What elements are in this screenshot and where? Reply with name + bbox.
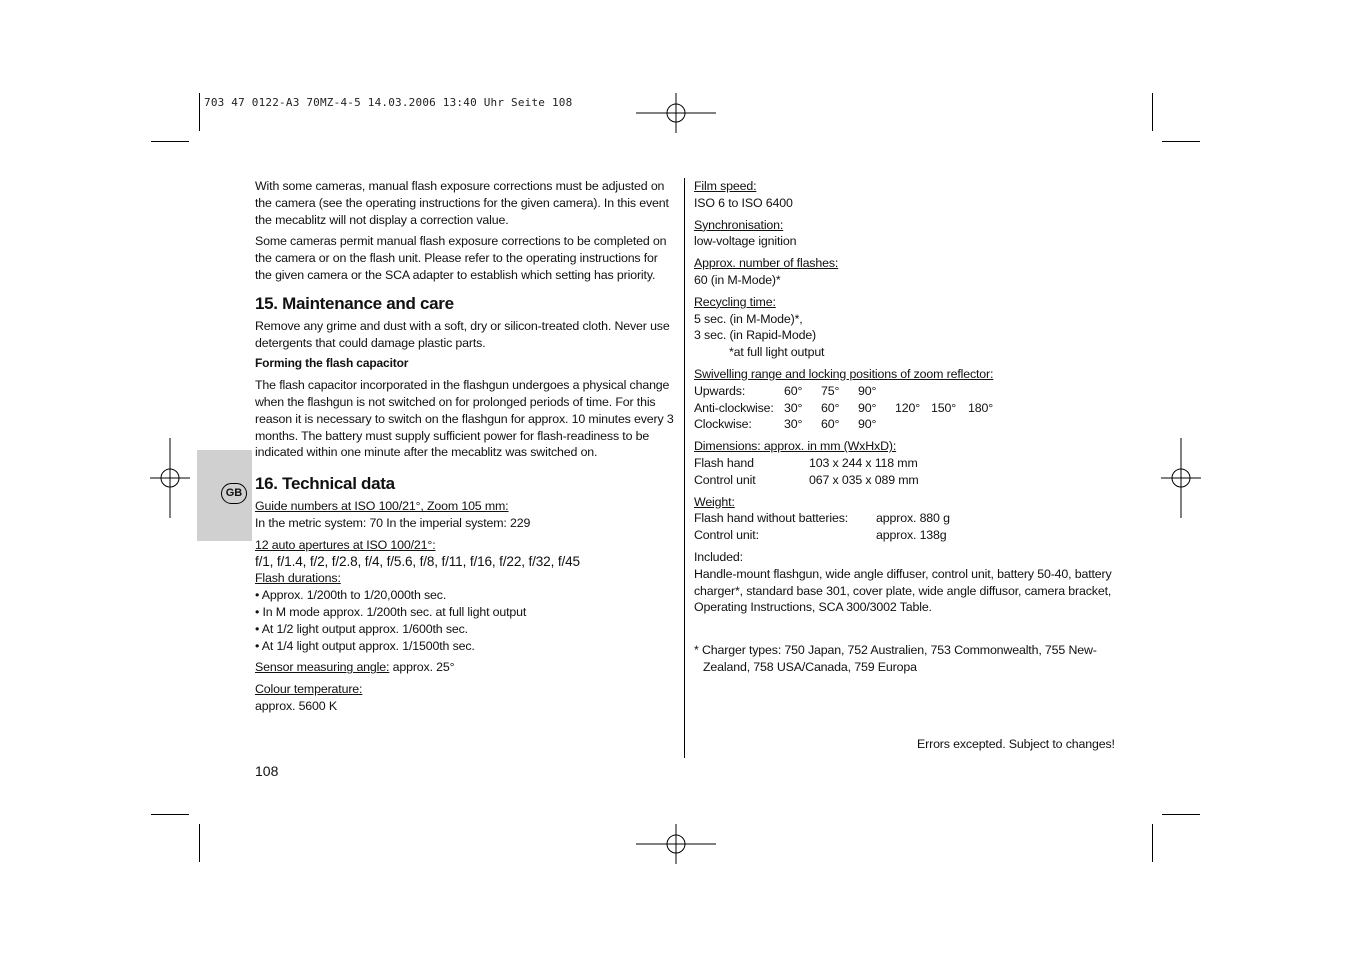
swivel-angle: 90° [858,383,877,398]
intro-paragraph: Some cameras permit manual flash exposure corrections to be completed on the camera or on the flash unit. Please refer to the operating instructions for the given camera or the SCA adapter to establish which setting has priority. [255,234,667,282]
capacitor-text: The flash capacitor incorporated in the flashgun undergoes a physical change when the flashgun is not switched on for prolonged periods of time. For this reason it is necessary to switch on the flashgun for approx. 10 minutes every 3 months. The battery must supply sufficient power for flash-readiness to be indicated within one minute after the mecablitz was switched on. [255,378,674,460]
dimensions-row-name: Control unit [694,472,756,487]
dimensions-row-value: 067 x 035 x 089 mm [809,472,919,487]
weight-row [694,510,1124,527]
swivel-angle: 90° [858,417,877,432]
maintenance-text: Remove any grime and dust with a soft, dry or silicon-treated cloth. Never use detergents that could damage plastic parts. [255,318,670,350]
guide-numbers-label: Guide numbers at ISO 100/21°, Zoom 105 mm: [255,499,509,514]
maintenance-heading: 15. Maintenance and care [255,293,454,313]
apertures-label: 12 auto apertures at ISO 100/21°: [255,537,436,552]
swivel-angle: 60° [784,383,803,398]
recycling-value: 3 sec. (in Rapid-Mode) [694,328,817,343]
flash-duration-item: • In M mode approx. 1/200th sec. at full light output [255,604,527,619]
page-number: 108 [255,763,279,779]
crop-mark [151,814,189,815]
crop-mark [1152,824,1153,862]
crop-mark [1152,93,1153,131]
crop-mark [1162,814,1200,815]
flash-durations-label: Flash durations: [255,571,341,586]
swivel-angle: 180° [968,400,994,415]
language-badge: GB [221,483,247,504]
errors-note: Errors excepted. Subject to changes! [917,737,1115,751]
flash-duration-item: • Approx. 1/200th to 1/20,000th sec. [255,588,447,603]
right-column [694,178,1124,676]
flashes-value: 60 (in M-Mode)* [694,272,781,287]
swivel-angle: 60° [821,400,840,415]
dimensions-row [694,472,1124,489]
weight-row-name: Control unit: [694,528,759,543]
left-column [255,178,677,715]
flashes-label: Approx. number of flashes: [694,256,839,271]
swivel-row-name: Upwards: [694,383,746,398]
swivel-angle: 30° [784,400,803,415]
swivel-angle: 150° [931,400,957,415]
intro-paragraph: With some cameras, manual flash exposure corrections must be adjusted on the camera (see the operating instructions for the given camera). In this event the mecablitz will not display a correction value. [255,179,669,227]
swivel-angle: 120° [895,400,921,415]
registration-mark-left [150,438,190,518]
sensor-angle-value: approx. 25° [392,660,455,675]
print-header: 703 47 0122-A3 70MZ-4-5 14.03.2006 13:40 Uhr Seite 108 [204,96,573,109]
colour-temperature-label: Colour temperature: [255,682,363,697]
technical-heading: 16. Technical data [255,474,395,494]
weight-row-value: approx. 880 g [876,511,950,526]
dimensions-label: Dimensions: approx. in mm (WxHxD): [694,439,897,454]
charger-footnote: * Charger types: 750 Japan, 752 Australien, 753 Commonwealth, 755 New-Zealand, 758 USA/Canada, 759 Europa [694,643,1097,674]
swivel-angle: 30° [784,417,803,432]
registration-mark-bottom [636,824,716,864]
flash-duration-item: • At 1/4 light output approx. 1/1500th sec. [255,638,475,653]
weight-row [694,527,1124,544]
swivel-angle: 75° [821,383,840,398]
sensor-angle-line [255,659,677,676]
apertures-value: f/1, f/1.4, f/2, f/2.8, f/4, f/5.6, f/8, f/11, f/16, f/22, f/32, f/45 [255,553,580,569]
swivel-row [694,383,1124,400]
registration-mark-right [1161,438,1201,518]
dimensions-row [694,455,1124,472]
swivel-angle: 90° [858,400,877,415]
crop-mark [151,141,189,142]
swivel-row-name: Clockwise: [694,417,752,432]
recycling-value: 5 sec. (in M-Mode)*, [694,311,803,326]
film-speed-value: ISO 6 to ISO 6400 [694,195,793,210]
crop-mark [199,824,200,862]
weight-label: Weight: [694,494,735,509]
included-label: Included: [694,549,743,564]
recycling-note: *at full light output [729,345,825,360]
dimensions-row-value: 103 x 244 x 118 mm [809,455,918,470]
recycling-label: Recycling time: [694,294,776,309]
swivel-label: Swivelling range and locking positions of zoom reflector: [694,366,994,381]
guide-numbers-value: In the metric system: 70 In the imperial system: 229 [255,515,531,530]
weight-row-name: Flash hand without batteries: [694,511,849,526]
sensor-angle-label: Sensor measuring angle: [255,660,390,675]
crop-mark [199,93,200,131]
colour-temperature-value: approx. 5600 K [255,698,337,713]
column-divider [684,178,685,758]
swivel-row [694,400,1124,417]
sync-label: Synchronisation: [694,217,784,232]
included-text: Handle-mount flashgun, wide angle diffuser, control unit, battery 50-40, battery charger*, standard base 301, cover plate, wide angle diffusor, camera bracket, Operating Instructions, SCA 300/3002 Table. [694,566,1112,615]
swivel-row-name: Anti-clockwise: [694,400,774,415]
flash-duration-item: • At 1/2 light output approx. 1/600th sec. [255,621,468,636]
swivel-row [694,416,1124,433]
sync-value: low-voltage ignition [694,234,797,249]
film-speed-label: Film speed: [694,179,757,193]
weight-row-value: approx. 138g [876,528,947,543]
dimensions-row-name: Flash hand [694,455,754,470]
crop-mark [1162,141,1200,142]
capacitor-subheading: Forming the flash capacitor [255,356,409,371]
registration-mark-top [636,93,716,133]
swivel-angle: 60° [821,417,840,432]
